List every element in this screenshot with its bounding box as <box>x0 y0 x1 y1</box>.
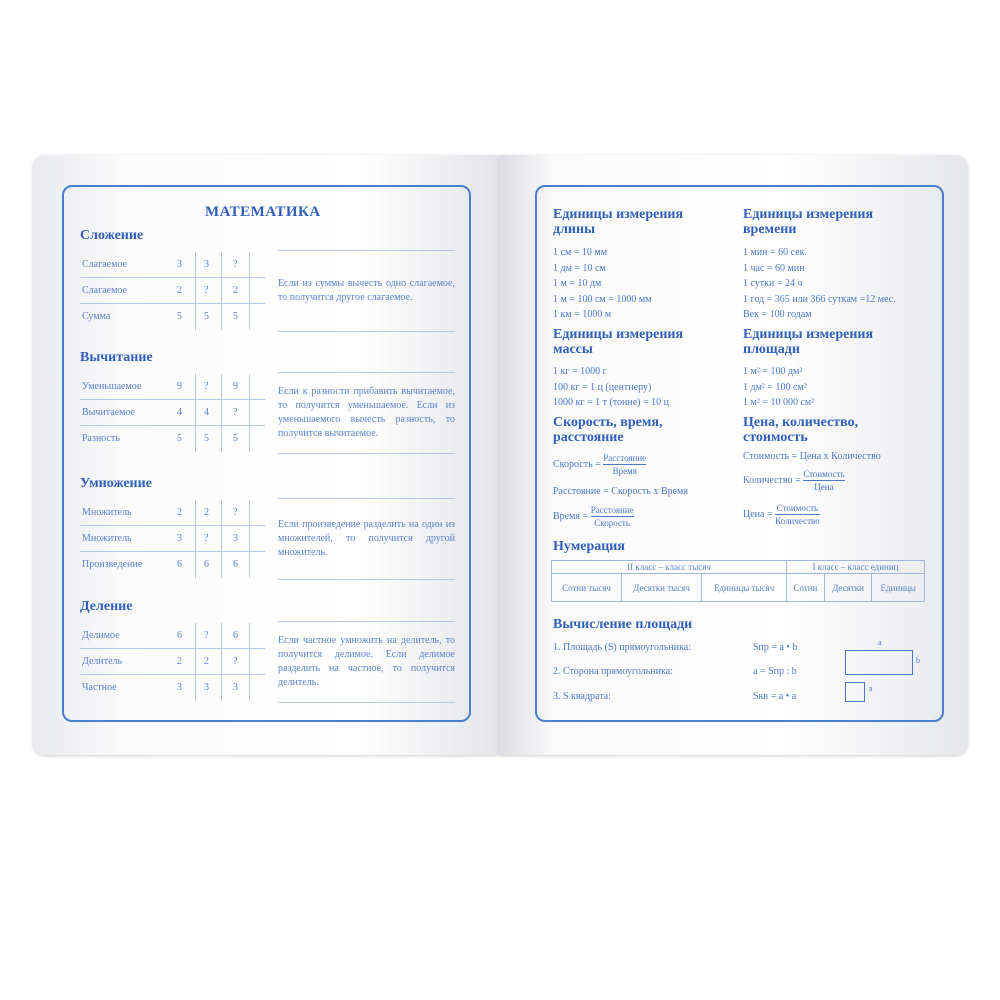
row-label: Произведение <box>82 559 143 570</box>
mass-heading: Единицы измерения массы <box>553 327 684 357</box>
row-value: 6 <box>177 630 182 641</box>
area-row-label: 3. S квадрата: <box>553 691 611 702</box>
col-cell: Сотни <box>787 574 825 602</box>
row-value: ? <box>233 507 238 518</box>
table-row <box>80 400 265 426</box>
row-label: Делитель <box>82 656 123 667</box>
row-value: 9 <box>177 381 182 392</box>
list-item: 1 дм = 10 см <box>553 262 606 274</box>
list-item: 1 м² = 100 дм² <box>743 366 803 377</box>
list-item: Век = 100 годам <box>743 309 812 320</box>
area-units-heading: Единицы измерения площади <box>743 327 874 357</box>
price-formula: Цена = $\frac{\text{Стоимость}}{\text{Количество}}$ <box>743 503 820 526</box>
row-value: 5 <box>204 433 209 444</box>
list-item: 1 см = 10 мм <box>553 247 608 258</box>
row-value: 2 <box>204 507 209 518</box>
list-item: 100 кг = 1 ц (центнеру) <box>553 381 652 393</box>
time-formula: Время = $\frac{\text{Расстояние}}{\text{Скорость}}$ <box>553 505 634 528</box>
cost-formula: Стоимость = Цена x Количество <box>743 451 881 462</box>
area-units-list <box>743 364 814 411</box>
row-label: Слагаемое <box>82 259 127 270</box>
class-thousands: II класс – класс тысяч <box>552 561 787 574</box>
row-value: 5 <box>177 433 182 444</box>
list-item: 1 кг = 1000 г <box>553 366 607 377</box>
table-row <box>80 552 265 578</box>
row-value: ? <box>233 656 238 667</box>
section-table <box>80 374 265 452</box>
table-row <box>80 500 265 526</box>
rule-text: Если частное умножить на делитель, то получится делимое. Если делимое разделить на частное, то получится делитель. <box>278 635 455 688</box>
row-value: ? <box>204 630 209 641</box>
table-row <box>80 252 265 278</box>
area-row-label: 2. Сторона прямоугольника: <box>553 666 673 677</box>
area-row-formula: Sпр = a • b <box>753 642 798 653</box>
row-value: 3 <box>177 682 182 693</box>
rect-side-b: b <box>916 656 920 665</box>
col-cell: Единицы <box>872 574 925 602</box>
class-units: I класс – класс единиц <box>787 561 925 574</box>
section-heading: Деление <box>80 599 133 614</box>
table-row <box>80 649 265 675</box>
time-list <box>743 245 896 323</box>
row-label: Частное <box>82 682 117 693</box>
col-cell: Сотни тысяч <box>552 574 622 602</box>
list-item: 1 час = 60 мин <box>743 262 805 274</box>
row-value: 2 <box>204 656 209 667</box>
row-value: ? <box>233 407 238 418</box>
time-heading: Единицы измерения времени <box>743 207 874 237</box>
list-item: 1 сутки = 24 ч <box>743 278 803 289</box>
section-rule <box>278 372 455 454</box>
length-list <box>553 245 652 323</box>
row-value: 3 <box>204 682 209 693</box>
row-value: 2 <box>233 285 238 296</box>
table-row <box>80 675 265 701</box>
quantity-formula: Количество = $\frac{\text{Стоимость}}{\text{Цена}}$ <box>743 469 845 492</box>
page-title: МАТЕМАТИКА <box>205 204 321 220</box>
speed-heading: Скорость, время, расстояние <box>553 415 663 445</box>
mass-list <box>553 364 669 411</box>
section-table <box>80 623 265 701</box>
row-value: 4 <box>177 407 182 418</box>
row-value: ? <box>204 285 209 296</box>
cost-heading: Цена, количество, стоимость <box>743 415 859 445</box>
list-item: 1 м² = 10 000 см² <box>743 397 815 408</box>
table-row <box>80 278 265 304</box>
table-row <box>80 374 265 400</box>
rule-text: Если к разности прибавить вычитаемое, то получится уменьшаемое. Если из уменьшаемого вычесть разность, то получится вычитаемое. <box>278 386 455 439</box>
row-value: ? <box>233 259 238 270</box>
list-item: 1 дм² = 100 см² <box>743 381 807 393</box>
row-label: Разность <box>82 433 120 444</box>
list-item: 1 мин = 60 сек. <box>743 247 808 258</box>
section-heading: Умножение <box>80 476 152 491</box>
section-rule <box>278 250 455 332</box>
numeration-table <box>551 560 925 602</box>
row-value: ? <box>204 533 209 544</box>
numeration-heading: Нумерация <box>553 539 625 554</box>
area-row-label: 1. Площадь (S) прямоугольника: <box>553 642 692 653</box>
row-value: 6 <box>204 559 209 570</box>
row-value: 5 <box>233 433 238 444</box>
row-label: Сумма <box>82 311 111 322</box>
speed-formula: Скорость = $\frac{\text{Расстояние}}{\text{Время}}$ <box>553 453 647 476</box>
rule-text: Если из суммы вычесть одно слагаемое, то получится другое слагаемое. <box>278 278 455 303</box>
row-value: 3 <box>233 533 238 544</box>
section-table <box>80 252 265 330</box>
row-value: 5 <box>177 311 182 322</box>
row-label: Слагаемое <box>82 285 127 296</box>
row-value: 2 <box>177 285 182 296</box>
square-diagram <box>845 682 865 702</box>
row-label: Множитель <box>82 507 132 518</box>
row-value: 9 <box>233 381 238 392</box>
section-heading: Сложение <box>80 228 144 243</box>
rect-side-a: a <box>878 638 882 647</box>
length-heading: Единицы измерения длины <box>553 207 684 237</box>
row-label: Вычитаемое <box>82 407 136 418</box>
area-row-formula: a = Sпр : b <box>753 666 797 677</box>
row-value: 2 <box>177 656 182 667</box>
area-heading: Вычисление площади <box>553 617 693 632</box>
table-row <box>80 304 265 330</box>
list-item: 1 км = 1000 м <box>553 309 612 320</box>
area-row-formula: Sкв = a • a <box>753 691 797 702</box>
row-value: 5 <box>204 311 209 322</box>
col-cell: Десятки тысяч <box>622 574 702 602</box>
row-value: 2 <box>177 507 182 518</box>
row-label: Множитель <box>82 533 132 544</box>
table-row <box>80 526 265 552</box>
row-value: 6 <box>233 630 238 641</box>
row-value: 6 <box>177 559 182 570</box>
section-rule <box>278 621 455 703</box>
section-rule <box>278 498 455 580</box>
row-value: ? <box>204 381 209 392</box>
section-heading: Вычитание <box>80 350 153 365</box>
list-item: 1 год = 365 или 366 суткам =12 мес. <box>743 293 896 305</box>
rule-text: Если произведение разделить на один из множителей, то получится другой множитель. <box>278 519 455 558</box>
table-row <box>80 426 265 452</box>
row-value: 3 <box>204 259 209 270</box>
list-item: 1000 кг = 1 т (тонне) = 10 ц <box>553 397 670 408</box>
section-table <box>80 500 265 578</box>
row-label: Уменьшаемое <box>82 381 142 392</box>
rectangle-diagram <box>845 650 913 675</box>
row-value: 6 <box>233 559 238 570</box>
row-value: 5 <box>233 311 238 322</box>
row-label: Делимое <box>82 630 120 641</box>
list-item: 1 м = 10 дм <box>553 278 602 289</box>
row-value: 3 <box>233 682 238 693</box>
col-cell: Единицы тысяч <box>702 574 787 602</box>
distance-formula: Расстояние = Скорость x Время <box>553 486 688 497</box>
list-item: 1 м = 100 см = 1000 мм <box>553 293 652 305</box>
col-cell: Десятки <box>824 574 872 602</box>
table-row <box>80 623 265 649</box>
row-value: 4 <box>204 407 209 418</box>
row-value: 3 <box>177 259 182 270</box>
square-side-a: a <box>869 684 873 693</box>
row-value: 3 <box>177 533 182 544</box>
